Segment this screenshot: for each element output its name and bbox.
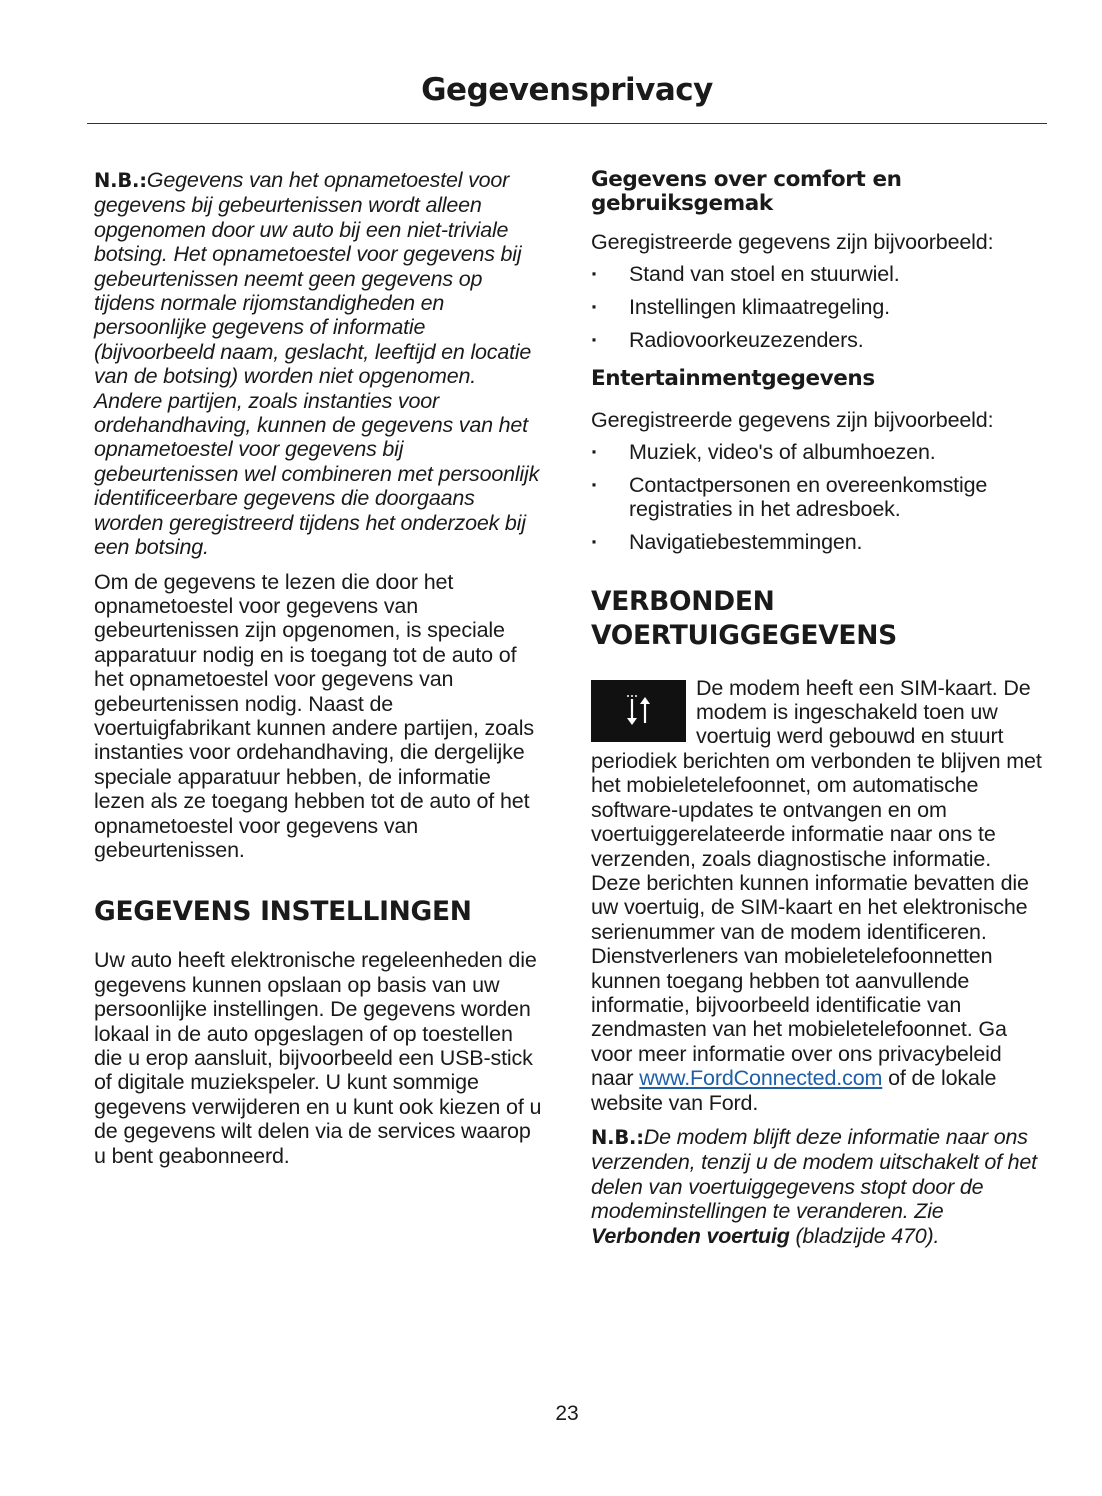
note-modem: N.B.:De modem blijft deze informatie naar ons verzenden, tenzij u de modem uitschakelt of het delen van voertuiggegevens stopt door de modeminstellingen te veranderen. Zie Verbonden voertuig (bladzijde 470). [591,1124,1037,1248]
list-item: · Muziek, video's of albumhoezen. [591,440,1043,464]
heading-comfort: Gegevens over comfort en gebruiksgemak [591,167,902,216]
section-heading-connected: VERBONDEN VOERTUIGGEGEVENS [591,585,897,651]
right-column [591,168,1043,1248]
paragraph-settings: Uw auto heeft elektronische regeleenheden die gegevens kunnen opslaan op basis van uw persoonlijke instellingen. De gegevens worden lokaal in de auto opgeslagen of op toestellen die u erop aansluit, bijvoorbeeld een USB-stick of digitale muziekspeler. U kunt sommige gegevens verwijderen en u kunt ook kiezen of u de gegevens wilt delen via de services waarop u bent geabonneerd. [94,948,542,1168]
comfort-intro: Geregistreerde gegevens zijn bijvoorbeeld: [591,230,994,254]
list-item: · Instellingen klimaatregeling. [591,295,1043,319]
list-item: · Contactpersonen en overeenkomstige registraties in het adresboek. [591,473,1043,522]
section-heading-data-settings: GEGEVENS INSTELLINGEN [94,896,472,928]
paragraph-connected: De modem heeft een SIM-kaart. De modem is ingeschakeld toen uw voertuig werd gebouwd en stuurt periodiek berichten om verbonden te blijven met het mobieletelefoonnet, om automatische software-updates te ontvangen en om voertuiggerelateerde informatie naar ons te verzenden, zoals diagnostische informatie. Deze berichten kunnen informatie bevatten die uw voertuig, de SIM-kaart en het elektronische serienummer van de modem identificeren. Dienstverleners van mobieletelefoonnetten kunnen toegang hebben tot aanvullende informatie, bijvoorbeeld identificatie van zendmasten van het mobieletelefoonnet. Ga voor meer informatie over ons privacybeleid naar www.FordConnected.com of de lokale website van Ford. [591,675,1042,1115]
note-event-recorder [94,168,546,560]
left-column [94,168,546,1168]
paragraph-reading-data: Om de gegevens te lezen die door het opnametoestel voor gegevens van gebeurtenissen zijn opgenomen, is speciale apparatuur nodig en is toegang tot de auto of het opnametoestel voor gegevens van gebeurtenissen nodig. Naast de voertuigfabrikant kunnen andere partijen, zoals instanties voor ordehandhaving, die dergelijke speciale apparatuur hebben, de informatie lezen als ze toegang hebben tot de auto of het opnametoestel voor gegevens van gebeurtenissen. [94,569,534,862]
connected-block [591,676,1043,1115]
note-text: Gegevens van het opnametoestel voor gegevens bij gebeurtenissen wordt alleen opgenomen door uw auto bij een niet-triviale botsing. Het opnametoestel voor gegevens bij gebeurtenissen neemt geen gegevens op tijdens normale rijomstandigheden en persoonlijke gegevens of informatie (bijvoorbeeld naam, geslacht, leeftijd en locatie van de botsing) worden niet opgenomen. Andere partijen, zoals instanties voor ordehandhaving, kunnen de gegevens van het opnametoestel voor gegevens bij gebeurtenissen wel combineren met persoonlijk identificeerbare gegevens die doorgaans worden geregistreerd tijdens het onderzoek bij een botsing. [94,168,540,560]
entertainment-intro: Geregistreerde gegevens zijn bijvoorbeeld: [591,407,994,432]
page-title: Gegevensprivacy [421,72,713,108]
cross-reference-link[interactable]: Verbonden voertuig [591,1223,790,1248]
page-number: 23 [555,1402,579,1425]
list-item: · Radiovoorkeuzezenders. [591,328,1043,352]
list-item: · Stand van stoel en stuurwiel. [591,262,1043,286]
entertainment-list [591,440,1043,555]
comfort-list [591,262,1043,352]
title-divider [87,123,1047,124]
fordconnected-link[interactable]: www.FordConnected.com [639,1066,883,1091]
note-label: N.B.: [94,169,147,192]
heading-entertainment: Entertainmentgegevens [591,365,875,391]
list-item: · Navigatiebestemmingen. [591,530,1043,554]
note-label: N.B.: [591,1125,644,1149]
modem-data-transfer-icon [591,680,686,742]
